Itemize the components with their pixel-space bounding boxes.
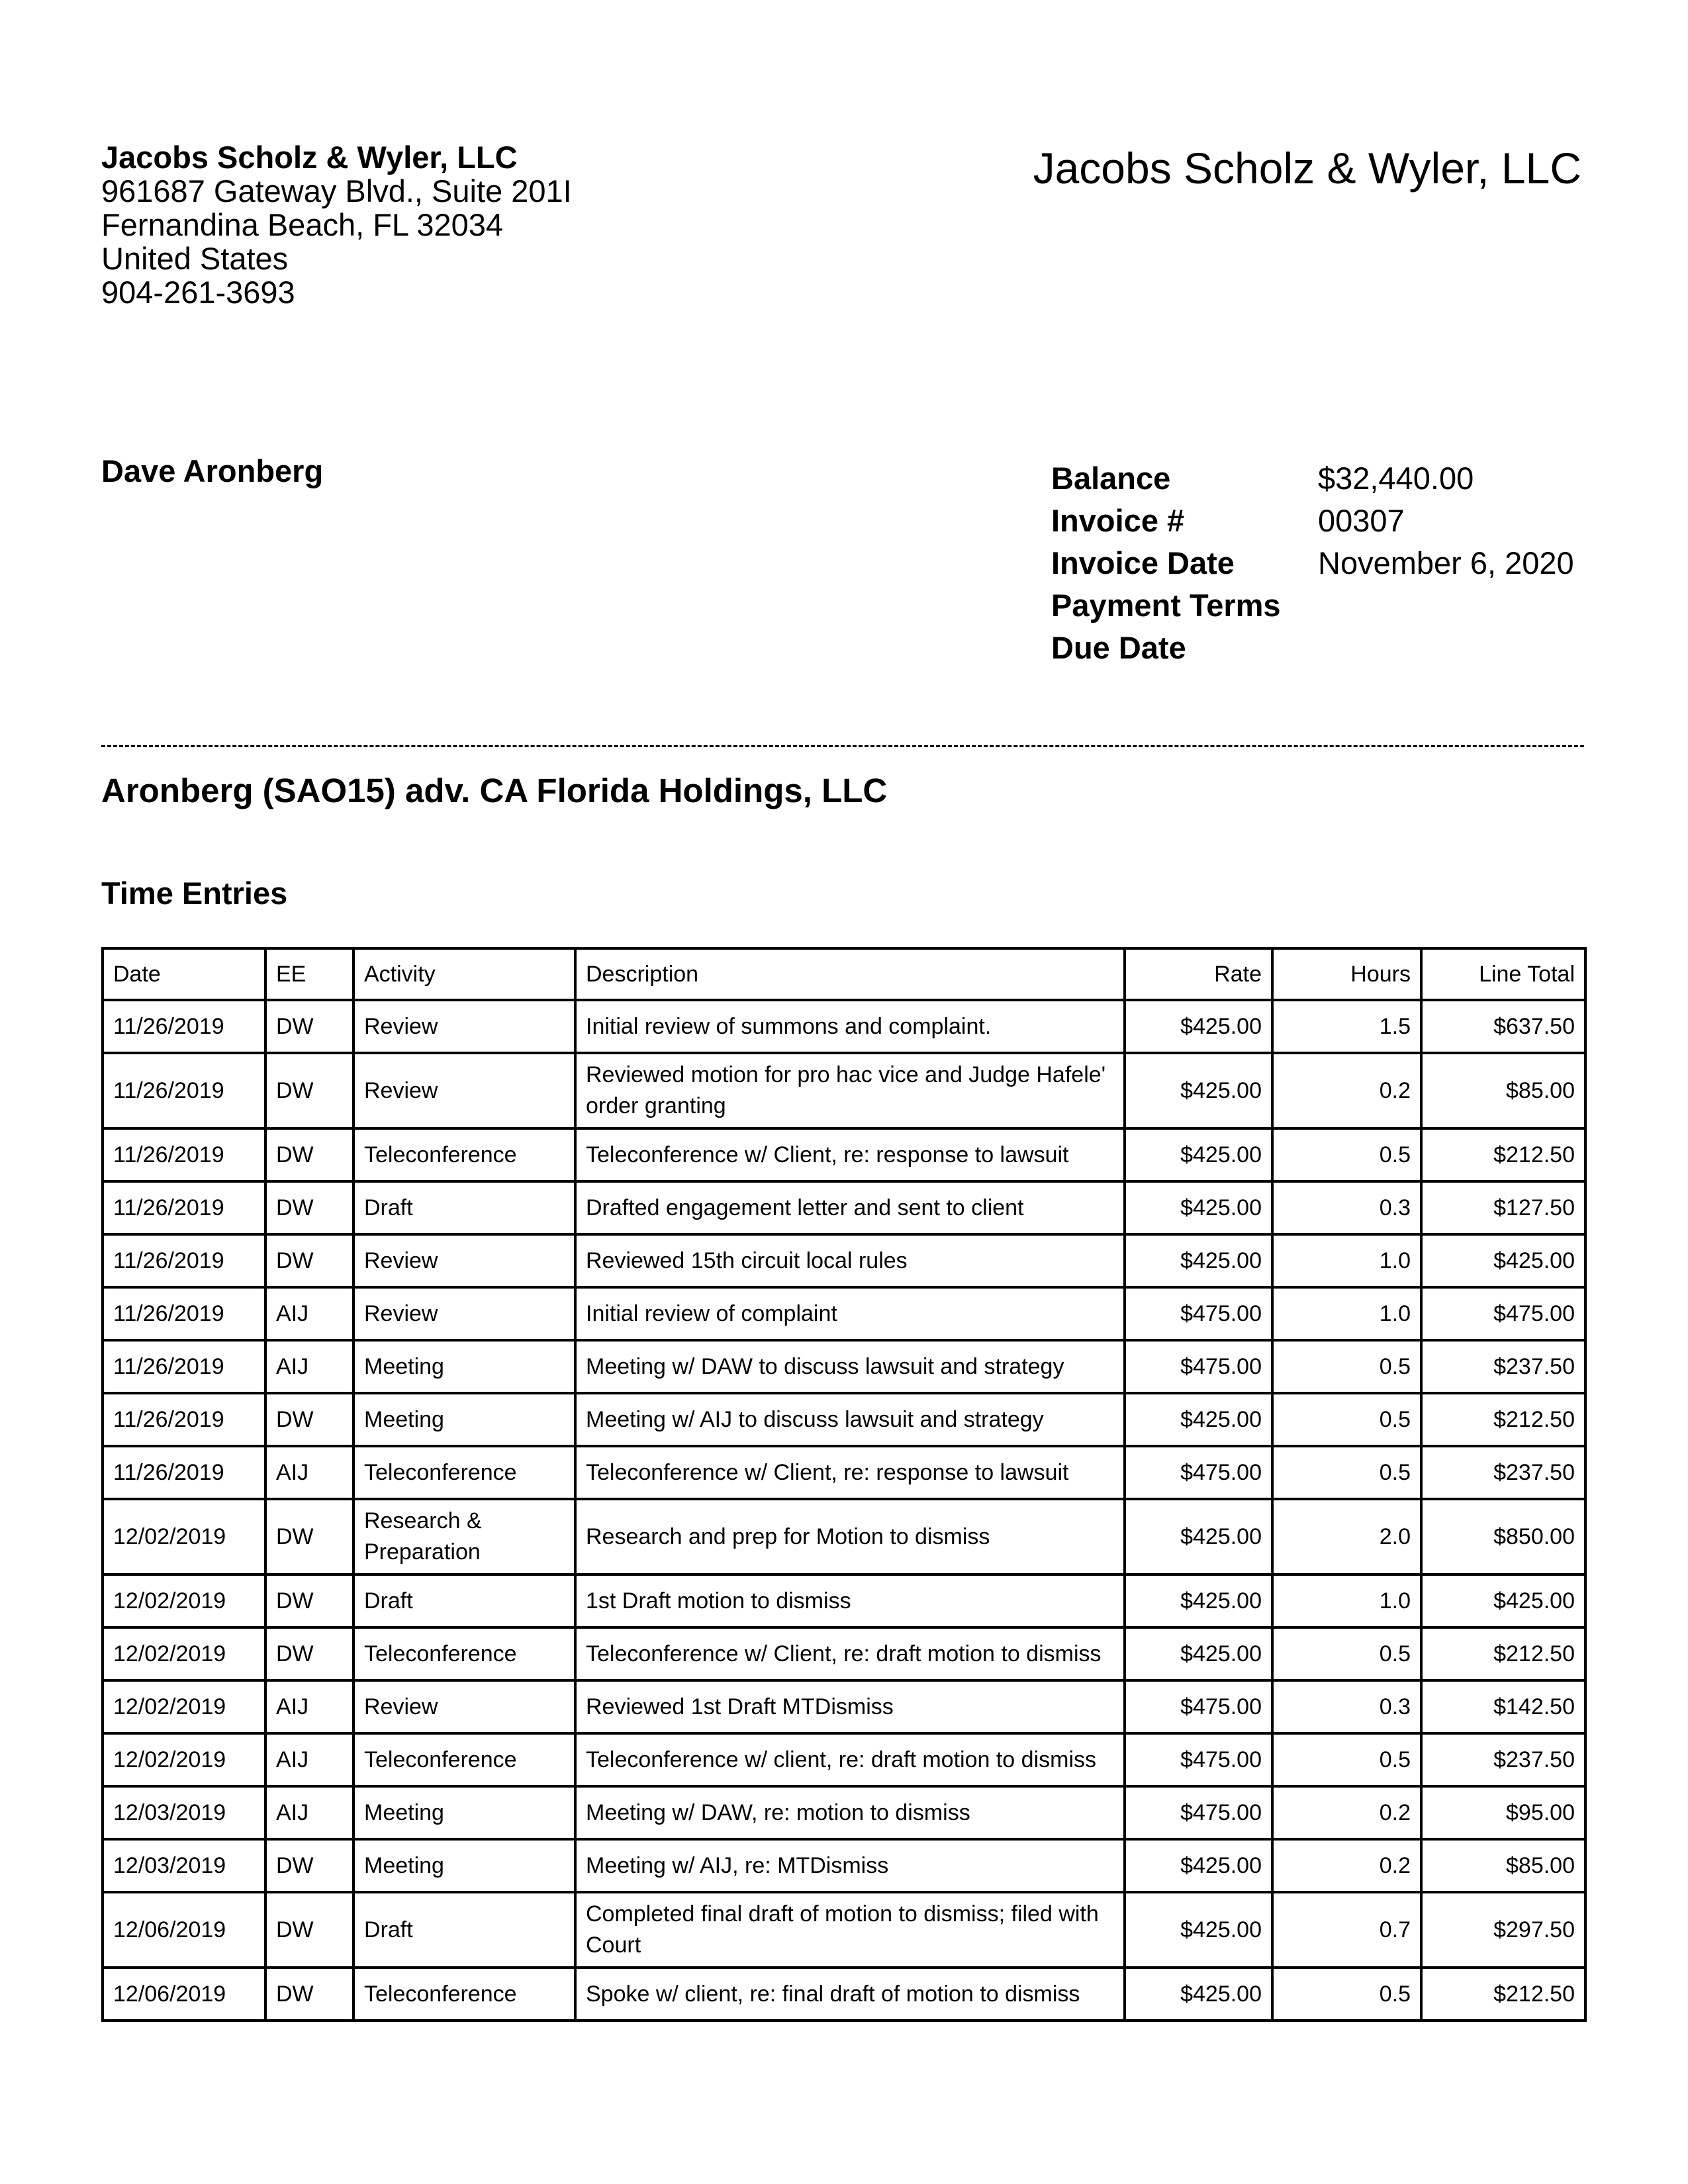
time-entries-heading: Time Entries <box>101 876 288 911</box>
balance-value: $32,440.00 <box>1318 460 1474 496</box>
client-name: Dave Aronberg <box>101 453 324 488</box>
invoice-number-value: 00307 <box>1318 502 1405 538</box>
firm-header-title: Jacobs Scholz & Wyler, LLC <box>1033 144 1581 193</box>
description-cell: Reviewed 15th circuit local rules <box>575 1234 1125 1287</box>
date-cell: 11/26/2019 <box>103 1234 265 1287</box>
activity-cell: Teleconference <box>353 1128 575 1181</box>
ee-cell: DW <box>265 1499 353 1574</box>
table-header-row <box>103 948 1585 1000</box>
activity-cell: Teleconference <box>353 1733 575 1786</box>
activity-cell: Meeting <box>353 1340 575 1393</box>
description-cell: Teleconference w/ Client, re: response to lawsuit <box>575 1446 1125 1499</box>
line-total-cell: $425.00 <box>1421 1574 1585 1627</box>
matter-title: Aronberg (SAO15) adv. CA Florida Holdings, LLC <box>101 772 888 809</box>
table-row <box>103 1499 1585 1574</box>
date-cell: 12/03/2019 <box>103 1839 265 1892</box>
hours-cell: 0.5 <box>1272 1340 1421 1393</box>
rate-cell: $475.00 <box>1125 1680 1272 1733</box>
description-cell: Research and prep for Motion to dismiss <box>575 1499 1125 1574</box>
sender-firm-name: Jacobs Scholz & Wyler, LLC <box>101 140 518 175</box>
summary-row-balance <box>1051 457 1574 499</box>
rate-cell: $425.00 <box>1125 1627 1272 1680</box>
activity-cell: Teleconference <box>353 1968 575 2021</box>
ee-cell: AIJ <box>265 1340 353 1393</box>
hours-cell: 0.5 <box>1272 1393 1421 1446</box>
rate-cell: $425.00 <box>1125 1574 1272 1627</box>
description-cell: Completed final draft of motion to dismiss; filed with Court <box>575 1892 1125 1968</box>
activity-cell: Review <box>353 1234 575 1287</box>
hours-cell: 0.2 <box>1272 1839 1421 1892</box>
date-cell: 12/02/2019 <box>103 1574 265 1627</box>
date-cell: 11/26/2019 <box>103 1340 265 1393</box>
due-date-label: Due Date <box>1051 629 1186 665</box>
due-date-value <box>1318 626 1574 668</box>
description-cell: Meeting w/ DAW to discuss lawsuit and strategy <box>575 1340 1125 1393</box>
description-cell: Teleconference w/ Client, re: response to lawsuit <box>575 1128 1125 1181</box>
hours-cell: 0.3 <box>1272 1680 1421 1733</box>
hours-cell: 0.3 <box>1272 1181 1421 1234</box>
date-cell: 11/26/2019 <box>103 1287 265 1340</box>
section-divider <box>101 745 1584 747</box>
hours-cell: 0.5 <box>1272 1446 1421 1499</box>
rate-cell: $475.00 <box>1125 1287 1272 1340</box>
date-cell: 11/26/2019 <box>103 1393 265 1446</box>
ee-cell: DW <box>265 1968 353 2021</box>
ee-cell: DW <box>265 1053 353 1128</box>
date-cell: 11/26/2019 <box>103 1181 265 1234</box>
description-cell: Teleconference w/ Client, re: draft motion to dismiss <box>575 1627 1125 1680</box>
line-total-cell: $237.50 <box>1421 1340 1585 1393</box>
sender-phone: 904-261-3693 <box>101 275 295 310</box>
column-header-activity: Activity <box>353 948 575 1000</box>
ee-cell: AIJ <box>265 1446 353 1499</box>
activity-cell: Review <box>353 1287 575 1340</box>
rate-cell: $425.00 <box>1125 1000 1272 1053</box>
table-row <box>103 1128 1585 1181</box>
date-cell: 12/02/2019 <box>103 1499 265 1574</box>
summary-row-due-date <box>1051 626 1574 668</box>
description-cell: Meeting w/ AIJ, re: MTDismiss <box>575 1839 1125 1892</box>
summary-row-invoice-date <box>1051 541 1574 584</box>
ee-cell: DW <box>265 1000 353 1053</box>
rate-cell: $425.00 <box>1125 1128 1272 1181</box>
hours-cell: 0.5 <box>1272 1733 1421 1786</box>
table-row <box>103 1000 1585 1053</box>
activity-cell: Meeting <box>353 1786 575 1839</box>
table-row <box>103 1839 1585 1892</box>
balance-label: Balance <box>1051 460 1171 496</box>
ee-cell: AIJ <box>265 1733 353 1786</box>
column-header-ee: EE <box>265 948 353 1000</box>
rate-cell: $425.00 <box>1125 1839 1272 1892</box>
rate-cell: $425.00 <box>1125 1234 1272 1287</box>
date-cell: 12/03/2019 <box>103 1786 265 1839</box>
ee-cell: DW <box>265 1627 353 1680</box>
rate-cell: $475.00 <box>1125 1786 1272 1839</box>
line-total-cell: $85.00 <box>1421 1839 1585 1892</box>
rate-cell: $425.00 <box>1125 1892 1272 1968</box>
date-cell: 11/26/2019 <box>103 1128 265 1181</box>
table-row <box>103 1393 1585 1446</box>
hours-cell: 0.5 <box>1272 1627 1421 1680</box>
date-cell: 11/26/2019 <box>103 1446 265 1499</box>
line-total-cell: $212.50 <box>1421 1393 1585 1446</box>
payment-terms-label: Payment Terms <box>1051 587 1281 623</box>
rate-cell: $425.00 <box>1125 1499 1272 1574</box>
rate-cell: $425.00 <box>1125 1053 1272 1128</box>
column-header-date: Date <box>103 948 265 1000</box>
column-header-rate: Rate <box>1125 948 1272 1000</box>
invoice-number-label: Invoice # <box>1051 502 1185 538</box>
line-total-cell: $212.50 <box>1421 1627 1585 1680</box>
table-row <box>103 1340 1585 1393</box>
activity-cell: Meeting <box>353 1839 575 1892</box>
activity-cell: Research & Preparation <box>353 1499 575 1574</box>
description-cell: Drafted engagement letter and sent to client <box>575 1181 1125 1234</box>
column-header-line-total: Line Total <box>1421 948 1585 1000</box>
date-cell: 12/02/2019 <box>103 1680 265 1733</box>
description-cell: Meeting w/ AIJ to discuss lawsuit and strategy <box>575 1393 1125 1446</box>
line-total-cell: $850.00 <box>1421 1499 1585 1574</box>
ee-cell: DW <box>265 1839 353 1892</box>
description-cell: Reviewed 1st Draft MTDismiss <box>575 1680 1125 1733</box>
ee-cell: DW <box>265 1181 353 1234</box>
rate-cell: $425.00 <box>1125 1393 1272 1446</box>
line-total-cell: $127.50 <box>1421 1181 1585 1234</box>
hours-cell: 0.5 <box>1272 1968 1421 2021</box>
table-row <box>103 1680 1585 1733</box>
table-row <box>103 1968 1585 2021</box>
hours-cell: 0.2 <box>1272 1786 1421 1839</box>
ee-cell: DW <box>265 1128 353 1181</box>
table-row <box>103 1786 1585 1839</box>
time-entries-table <box>101 947 1587 2022</box>
sender-country: United States <box>101 241 289 276</box>
description-cell: Initial review of summons and complaint. <box>575 1000 1125 1053</box>
table-row <box>103 1446 1585 1499</box>
rate-cell: $425.00 <box>1125 1181 1272 1234</box>
summary-row-payment-terms <box>1051 584 1574 626</box>
rate-cell: $475.00 <box>1125 1446 1272 1499</box>
line-total-cell: $237.50 <box>1421 1446 1585 1499</box>
ee-cell: DW <box>265 1892 353 1968</box>
table-row <box>103 1733 1585 1786</box>
table-row <box>103 1892 1585 1968</box>
ee-cell: DW <box>265 1234 353 1287</box>
hours-cell: 0.5 <box>1272 1128 1421 1181</box>
date-cell: 11/26/2019 <box>103 1000 265 1053</box>
table-row <box>103 1234 1585 1287</box>
rate-cell: $475.00 <box>1125 1340 1272 1393</box>
activity-cell: Review <box>353 1000 575 1053</box>
line-total-cell: $212.50 <box>1421 1968 1585 2021</box>
sender-address-line1: 961687 Gateway Blvd., Suite 201I <box>101 173 572 208</box>
description-cell: Spoke w/ client, re: final draft of motion to dismiss <box>575 1968 1125 2021</box>
activity-cell: Draft <box>353 1574 575 1627</box>
activity-cell: Teleconference <box>353 1627 575 1680</box>
hours-cell: 1.0 <box>1272 1574 1421 1627</box>
ee-cell: AIJ <box>265 1287 353 1340</box>
line-total-cell: $297.50 <box>1421 1892 1585 1968</box>
description-cell: Initial review of complaint <box>575 1287 1125 1340</box>
payment-terms-value <box>1318 584 1574 626</box>
activity-cell: Review <box>353 1680 575 1733</box>
line-total-cell: $237.50 <box>1421 1733 1585 1786</box>
activity-cell: Draft <box>353 1181 575 1234</box>
activity-cell: Draft <box>353 1892 575 1968</box>
line-total-cell: $85.00 <box>1421 1053 1585 1128</box>
column-header-hours: Hours <box>1272 948 1421 1000</box>
table-row <box>103 1053 1585 1128</box>
line-total-cell: $142.50 <box>1421 1680 1585 1733</box>
line-total-cell: $637.50 <box>1421 1000 1585 1053</box>
summary-row-invoice-number <box>1051 499 1574 541</box>
hours-cell: 1.5 <box>1272 1000 1421 1053</box>
description-cell: 1st Draft motion to dismiss <box>575 1574 1125 1627</box>
sender-address-line2: Fernandina Beach, FL 32034 <box>101 207 504 242</box>
table-row <box>103 1627 1585 1680</box>
hours-cell: 0.7 <box>1272 1892 1421 1968</box>
date-cell: 12/02/2019 <box>103 1733 265 1786</box>
column-header-description: Description <box>575 948 1125 1000</box>
table-row <box>103 1574 1585 1627</box>
hours-cell: 2.0 <box>1272 1499 1421 1574</box>
description-cell: Reviewed motion for pro hac vice and Judge Hafele' order granting <box>575 1053 1125 1128</box>
ee-cell: DW <box>265 1574 353 1627</box>
description-cell: Meeting w/ DAW, re: motion to dismiss <box>575 1786 1125 1839</box>
date-cell: 11/26/2019 <box>103 1053 265 1128</box>
line-total-cell: $212.50 <box>1421 1128 1585 1181</box>
invoice-date-value: November 6, 2020 <box>1318 545 1574 580</box>
line-total-cell: $475.00 <box>1421 1287 1585 1340</box>
activity-cell: Meeting <box>353 1393 575 1446</box>
hours-cell: 0.2 <box>1272 1053 1421 1128</box>
date-cell: 12/06/2019 <box>103 1892 265 1968</box>
invoice-date-label: Invoice Date <box>1051 545 1235 580</box>
rate-cell: $475.00 <box>1125 1733 1272 1786</box>
description-cell: Teleconference w/ client, re: draft motion to dismiss <box>575 1733 1125 1786</box>
ee-cell: AIJ <box>265 1786 353 1839</box>
line-total-cell: $95.00 <box>1421 1786 1585 1839</box>
activity-cell: Teleconference <box>353 1446 575 1499</box>
rate-cell: $425.00 <box>1125 1968 1272 2021</box>
line-total-cell: $425.00 <box>1421 1234 1585 1287</box>
date-cell: 12/02/2019 <box>103 1627 265 1680</box>
hours-cell: 1.0 <box>1272 1287 1421 1340</box>
date-cell: 12/06/2019 <box>103 1968 265 2021</box>
ee-cell: AIJ <box>265 1680 353 1733</box>
ee-cell: DW <box>265 1393 353 1446</box>
table-row <box>103 1181 1585 1234</box>
hours-cell: 1.0 <box>1272 1234 1421 1287</box>
table-row <box>103 1287 1585 1340</box>
activity-cell: Review <box>353 1053 575 1128</box>
invoice-summary <box>1051 457 1574 668</box>
sender-address-block <box>101 140 572 309</box>
